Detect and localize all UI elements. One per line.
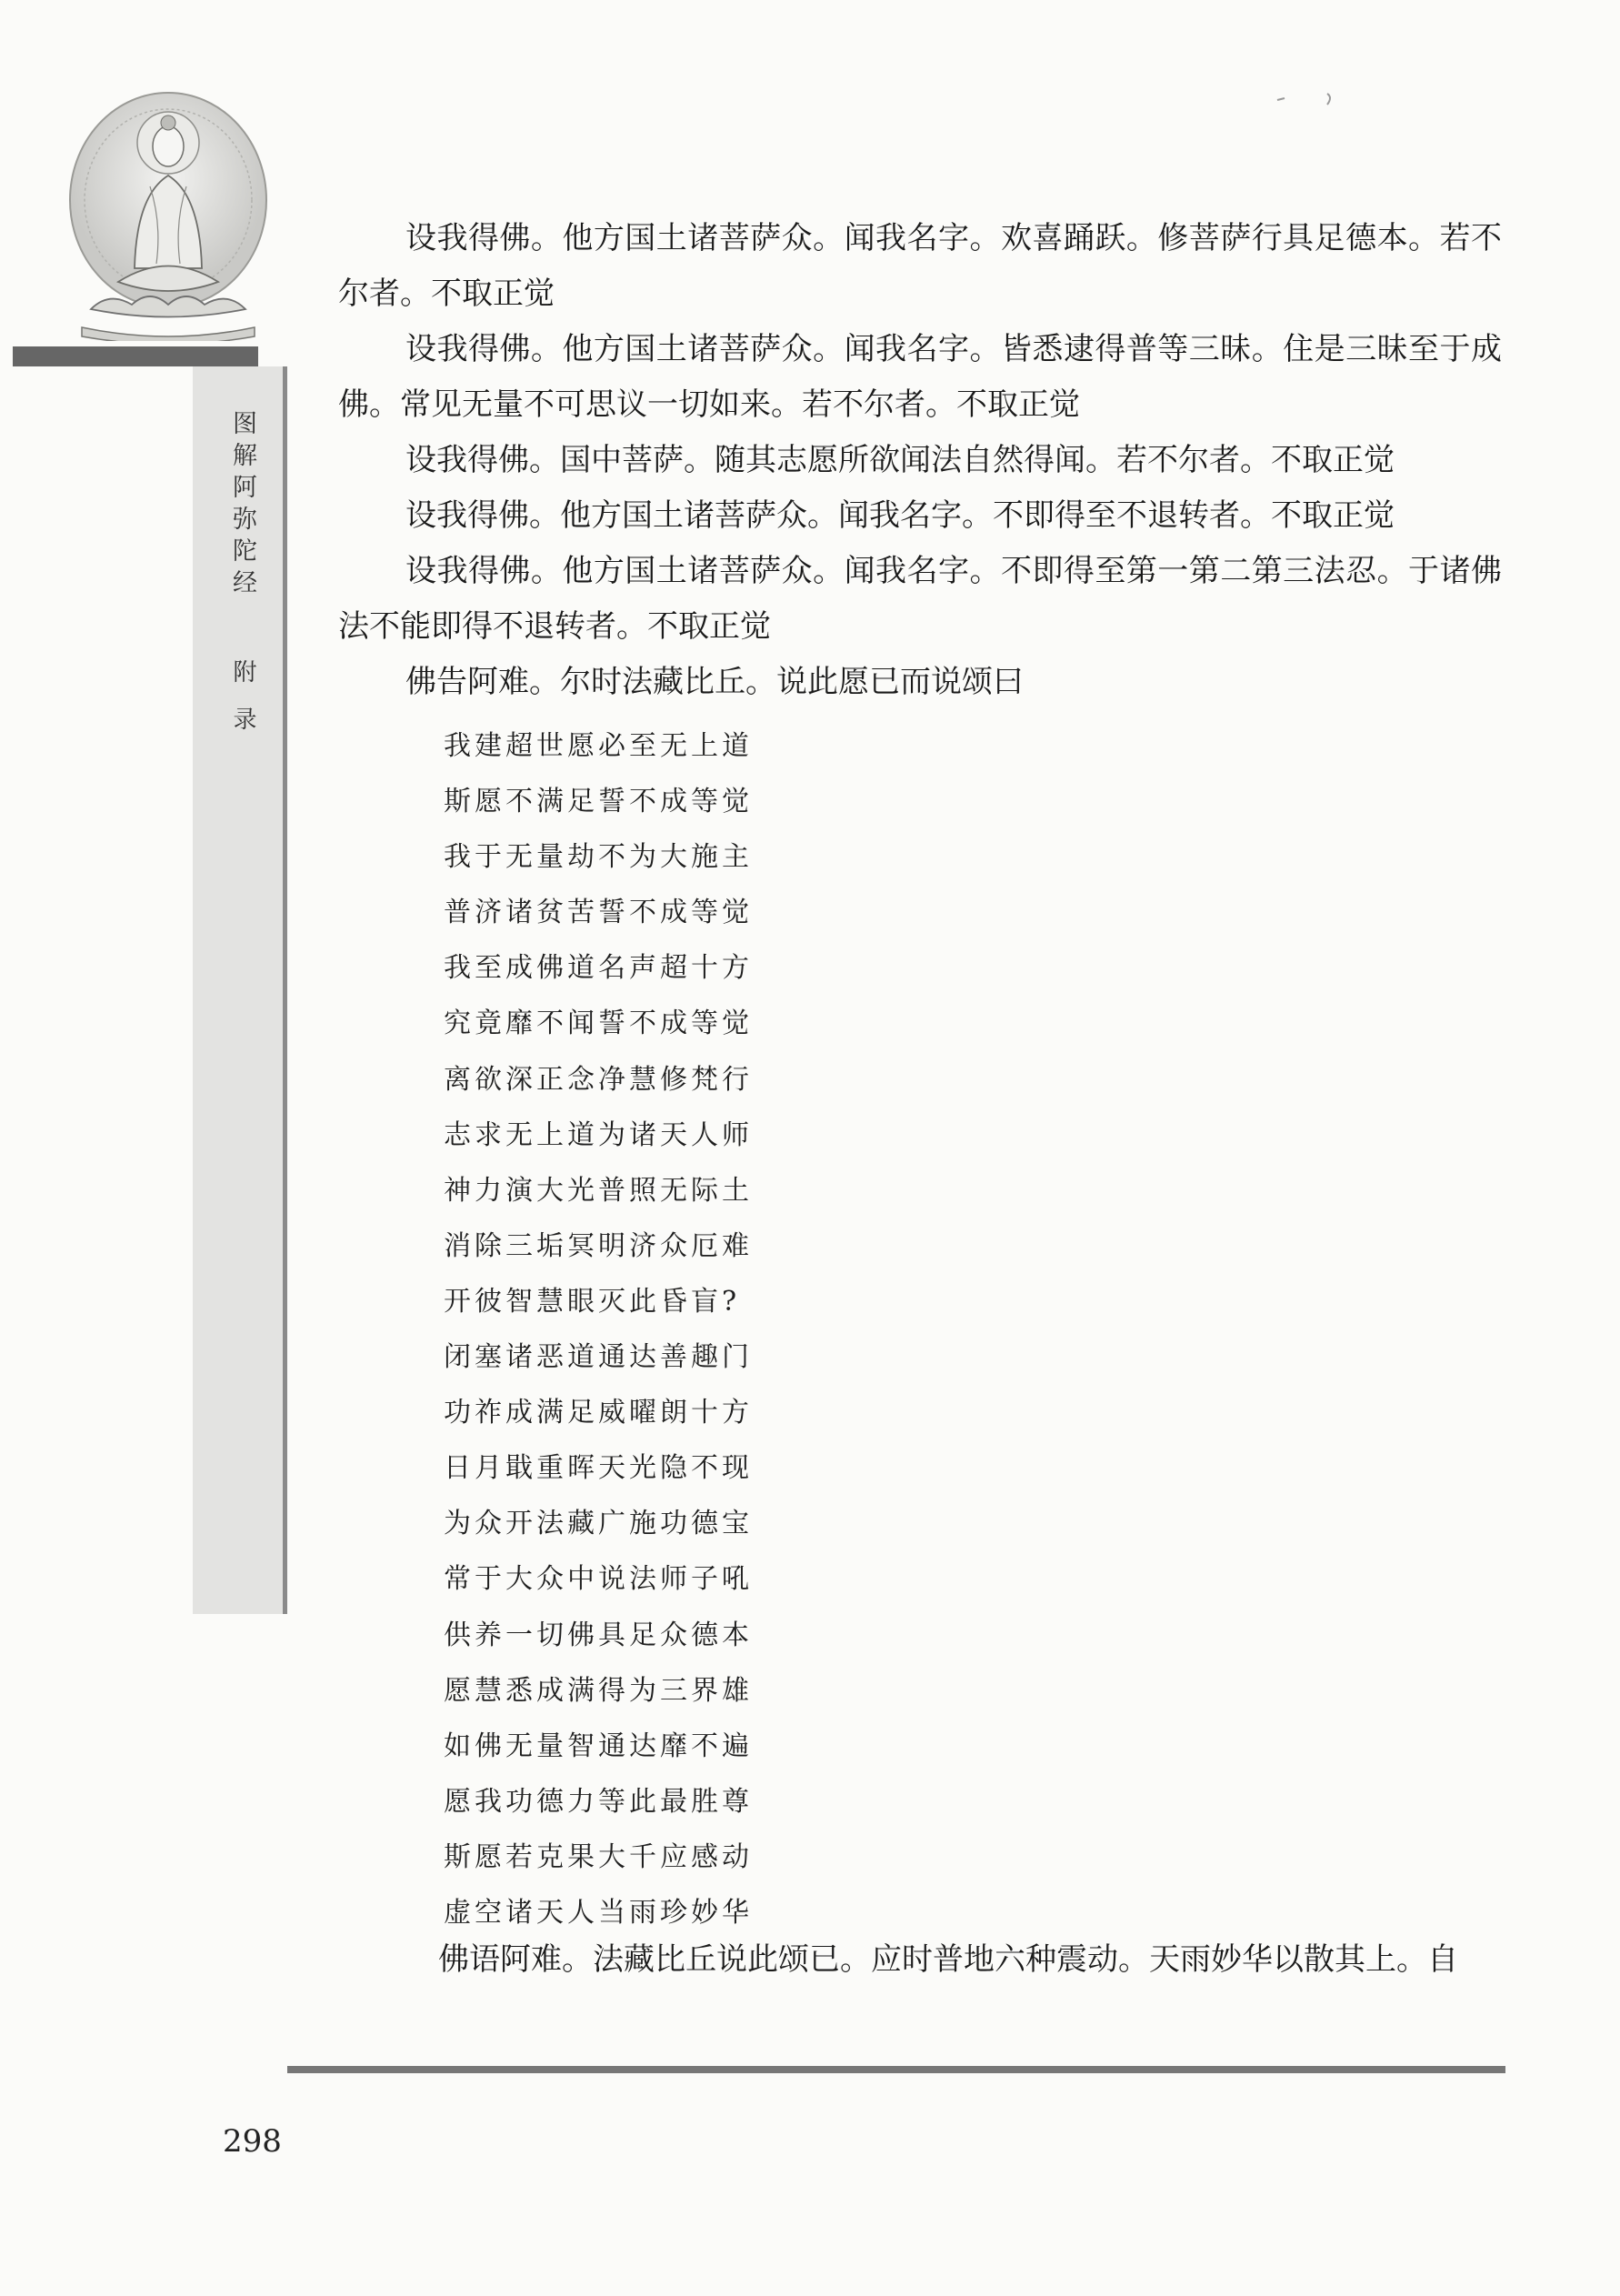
verse-line: 我于无量劫不为大施主 bbox=[444, 841, 753, 874]
verse-block bbox=[444, 718, 825, 1940]
verse-line: 如佛无量智通达靡不遍 bbox=[444, 1730, 753, 1762]
paragraph: 设我得佛。他方国土诸菩萨众。闻我名字。欢喜踊跃。修菩萨行具足德本。若不尔者。不取正觉 bbox=[338, 220, 1502, 312]
body-text bbox=[338, 211, 1502, 710]
verse-line: 为众开法藏广施功德宝 bbox=[444, 1508, 753, 1540]
verse-line: 闭塞诸恶道通达善趣门 bbox=[444, 1341, 753, 1374]
closing-line: 佛语阿难。法藏比丘说此颂已。应时普地六种震动。天雨妙华以散其上。自 bbox=[438, 1941, 1458, 1978]
verse-line: 日月戢重晖天光隐不现 bbox=[444, 1452, 753, 1485]
verse-line: 消除三垢冥明济众厄难 bbox=[444, 1229, 753, 1262]
verse-line: 志求无上道为诸天人师 bbox=[444, 1118, 753, 1151]
verse-line: 我至成佛道名声超十方 bbox=[444, 952, 753, 985]
verse-line: 离欲深正念净慧修梵行 bbox=[444, 1063, 753, 1096]
scan-marks bbox=[1273, 86, 1382, 119]
header-bar bbox=[13, 346, 258, 366]
section-label: 附录 bbox=[229, 659, 256, 754]
footer-rule bbox=[287, 2066, 1505, 2073]
verse-line: 愿我功德力等此最胜尊 bbox=[444, 1785, 753, 1818]
book-title: 图解阿弥陀经 bbox=[228, 410, 256, 601]
paragraph: 设我得佛。国中菩萨。随其志愿所欲闻法自然得闻。若不尔者。不取正觉 bbox=[405, 442, 1395, 478]
verse-line: 功祚成满足威曜朗十方 bbox=[444, 1397, 753, 1429]
buddha-illustration bbox=[55, 86, 282, 341]
verse-line: 愿慧悉成满得为三界雄 bbox=[444, 1674, 753, 1707]
verse-line: 我建超世愿必至无上道 bbox=[444, 730, 753, 762]
verse-line: 虚空诸天人当雨珍妙华 bbox=[444, 1896, 753, 1929]
paragraph: 设我得佛。他方国土诸菩萨众。闻我名字。不即得至第一第二第三法忍。于诸佛法不能即得不退转者。不取正觉 bbox=[338, 553, 1502, 645]
paragraph: 佛告阿难。尔时法藏比丘。说此愿已而说颂曰 bbox=[405, 664, 1024, 700]
verse-line: 神力演大光普照无际土 bbox=[444, 1174, 753, 1207]
verse-line: 供养一切佛具足众德本 bbox=[444, 1619, 753, 1651]
verse-line: 斯愿不满足誓不成等觉 bbox=[444, 786, 753, 818]
page-number: 298 bbox=[223, 2123, 282, 2160]
paragraph: 设我得佛。他方国土诸菩萨众。闻我名字。皆悉逮得普等三昧。住是三昧至于成佛。常见无量不可思议一切如来。若不尔者。不取正觉 bbox=[338, 331, 1502, 423]
verse-line: 常于大众中说法师子吼 bbox=[444, 1563, 753, 1596]
side-column bbox=[193, 366, 287, 1614]
verse-line: 开彼智慧眼灭此昏盲? bbox=[444, 1285, 741, 1318]
paragraph: 设我得佛。他方国土诸菩萨众。闻我名字。不即得至不退转者。不取正觉 bbox=[405, 497, 1395, 534]
verse-line: 普济诸贫苦誓不成等觉 bbox=[444, 897, 753, 929]
verse-line: 究竟靡不闻誓不成等觉 bbox=[444, 1008, 753, 1040]
verse-line: 斯愿若克果大千应感动 bbox=[444, 1840, 753, 1873]
